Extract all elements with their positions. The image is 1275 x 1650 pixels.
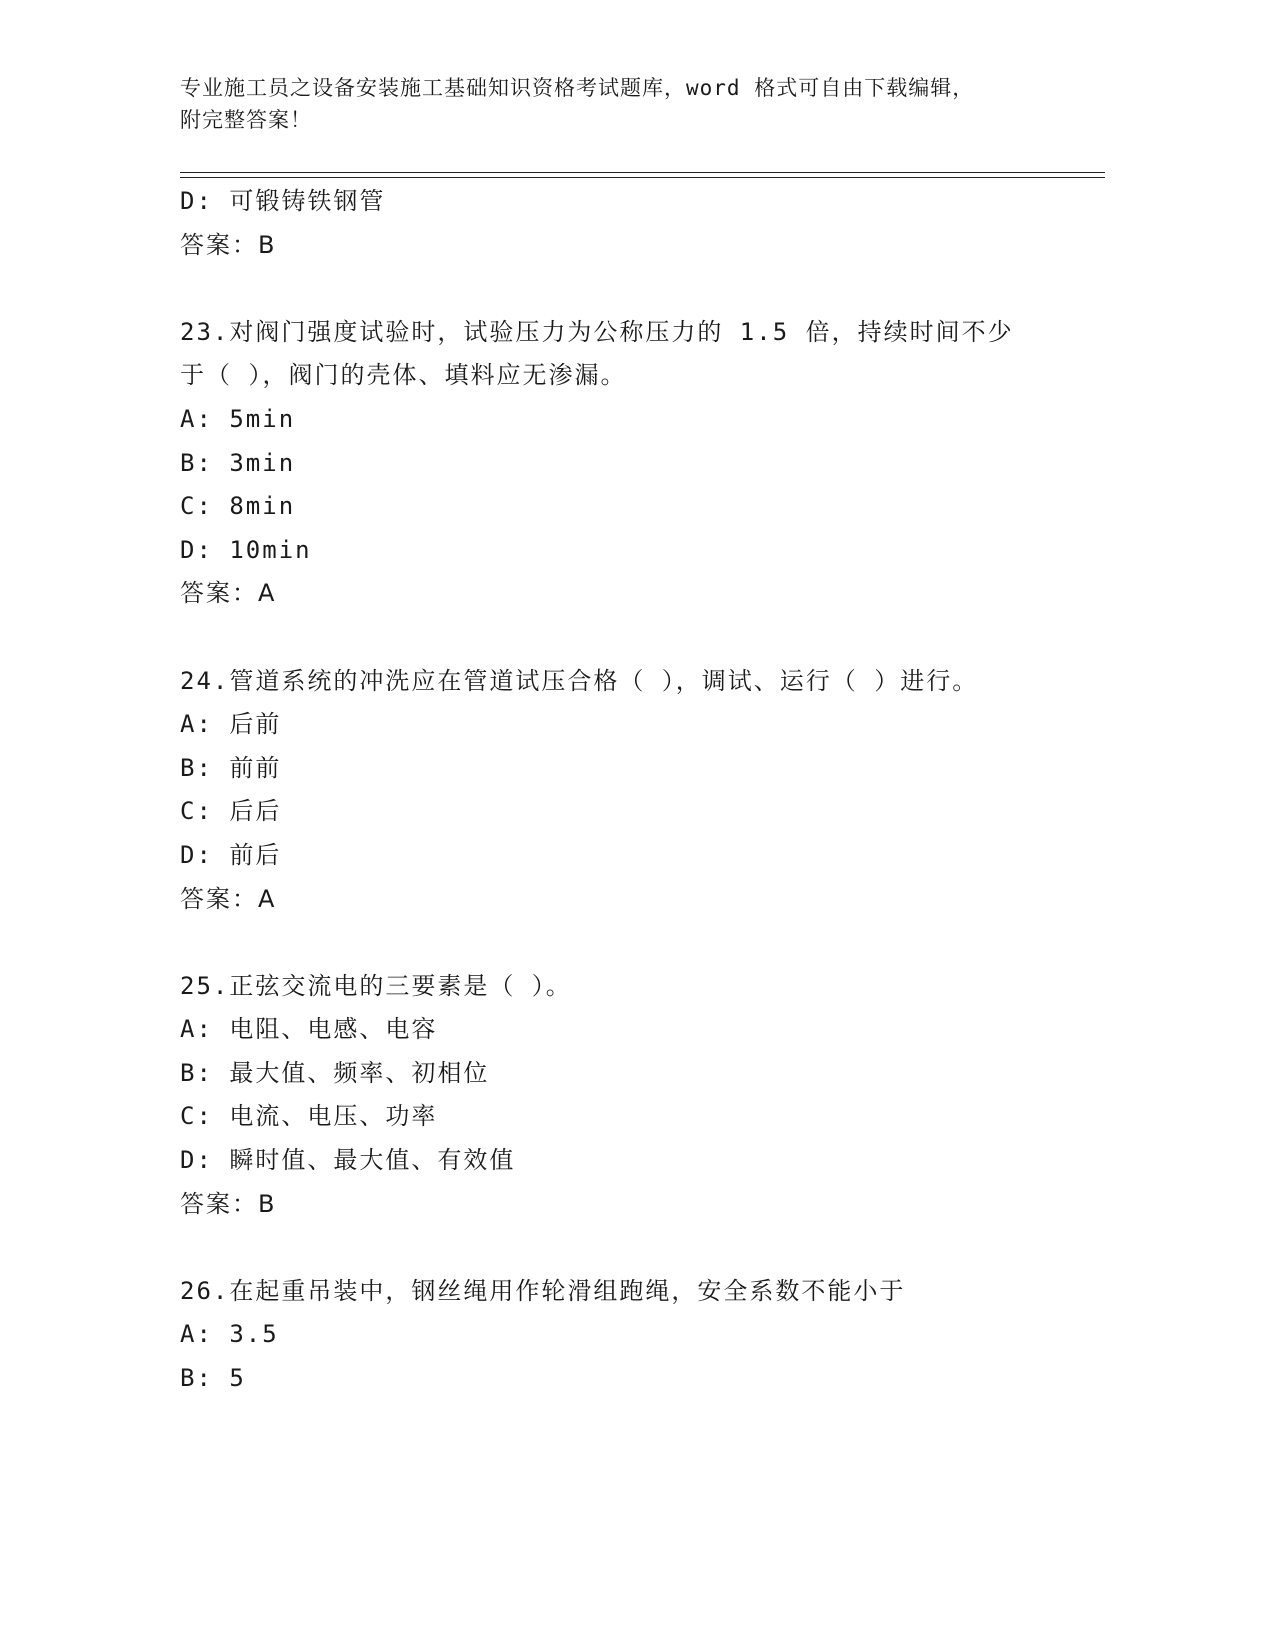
document-header — [180, 72, 1060, 136]
answer-line: 答案：B — [180, 230, 277, 259]
option-c: C: 后后 — [180, 797, 282, 826]
continued-question — [180, 180, 1110, 267]
option-c: C: 8min — [180, 492, 296, 521]
header-divider-top — [180, 172, 1105, 173]
question-stem: 25.正弦交流电的三要素是（ ）。 — [180, 971, 572, 1000]
option-b: B: 3min — [180, 448, 296, 477]
question-stem-continued: 于（ ），阀门的壳体、填料应无渗漏。 — [180, 361, 627, 390]
answer-line: 答案：A — [180, 884, 277, 913]
header-line-2: 附完整答案！ — [180, 108, 312, 132]
option-a: A: 电阻、电感、电容 — [180, 1015, 438, 1044]
option-d: D: 前后 — [180, 840, 282, 869]
spacer — [180, 1226, 1110, 1270]
question-list — [180, 180, 1110, 1401]
header-line-1: 专业施工员之设备安装施工基础知识资格考试题库，word 格式可自由下载编辑， — [180, 76, 975, 100]
option-d: D: 10min — [180, 535, 312, 564]
option-a: A: 3.5 — [180, 1320, 279, 1349]
spacer — [180, 921, 1110, 965]
option-a: A: 后前 — [180, 710, 282, 739]
spacer — [180, 616, 1110, 660]
question-stem: 23.对阀门强度试验时，试验压力为公称压力的 1.5 倍，持续时间不少 — [180, 317, 1014, 346]
question-26 — [180, 1270, 1110, 1401]
option-b: B: 最大值、频率、初相位 — [180, 1058, 490, 1087]
question-25 — [180, 965, 1110, 1227]
option-d: D: 可锻铸铁钢管 — [180, 187, 386, 215]
question-23 — [180, 311, 1110, 616]
option-c: C: 电流、电压、功率 — [180, 1102, 438, 1131]
spacer — [180, 267, 1110, 311]
question-stem: 26.在起重吊装中，钢丝绳用作轮滑组跑绳，安全系数不能小于 — [180, 1276, 906, 1305]
question-24 — [180, 660, 1110, 922]
answer-line: 答案：B — [180, 1189, 277, 1218]
question-stem: 24.管道系统的冲洗应在管道试压合格（ ），调试、运行（ ）进行。 — [180, 666, 979, 695]
option-d: D: 瞬时值、最大值、有效值 — [180, 1146, 516, 1175]
option-a: A: 5min — [180, 404, 296, 433]
answer-line: 答案：A — [180, 579, 277, 608]
header-divider-bottom — [180, 177, 1105, 178]
option-b: B: 5 — [180, 1364, 246, 1393]
option-b: B: 前前 — [180, 753, 282, 782]
